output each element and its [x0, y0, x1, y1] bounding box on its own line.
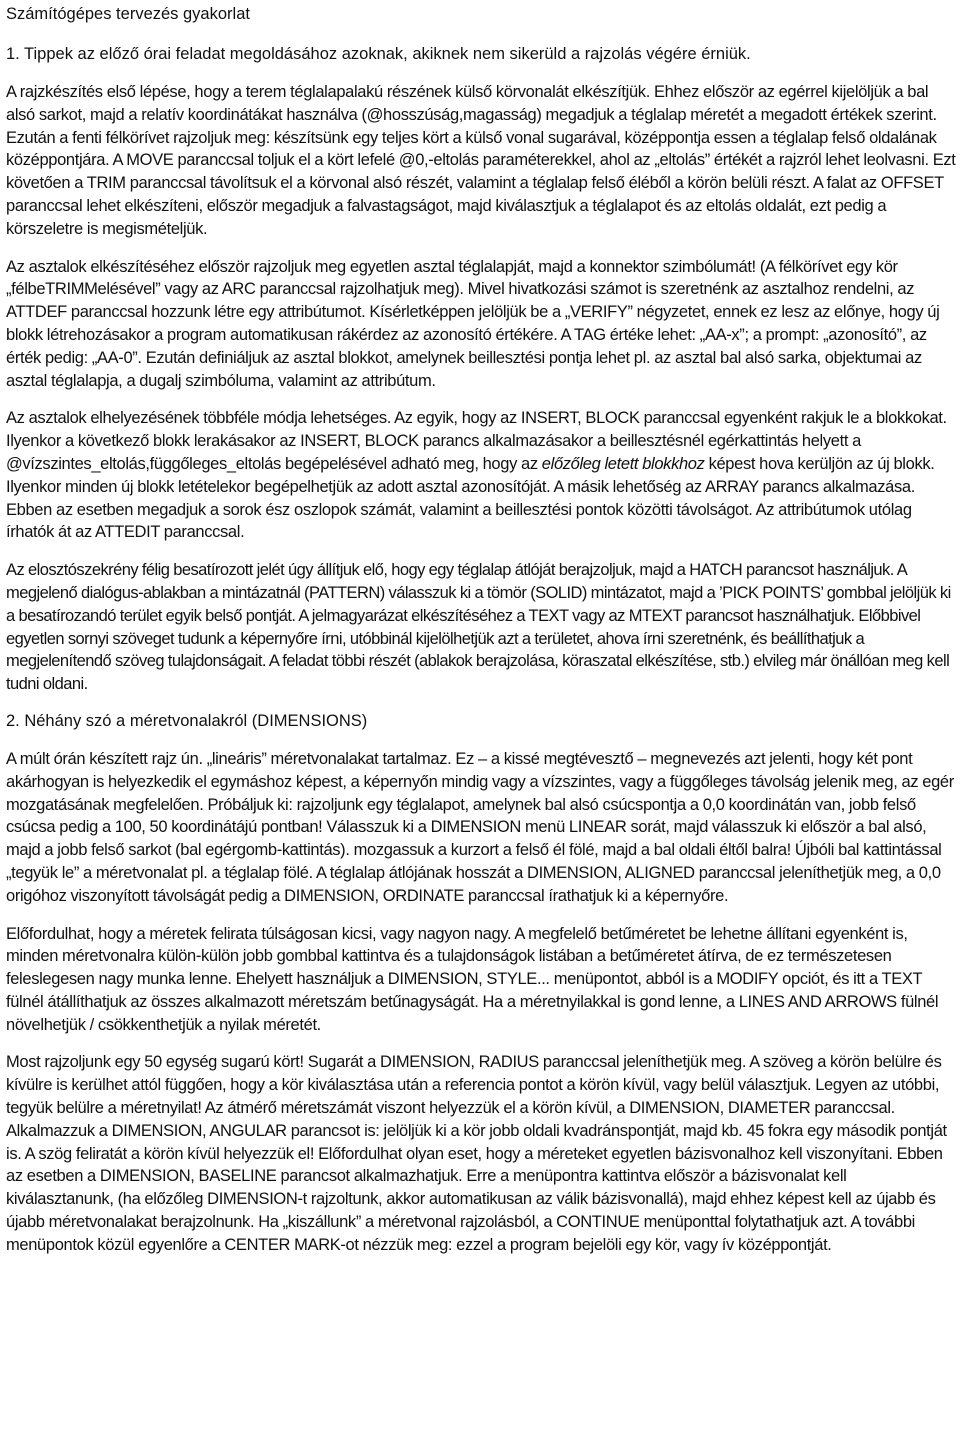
- section-1-paragraph-2: Az asztalok elkészítéséhez először rajzoljuk meg egyetlen asztal téglalapját, majd a konnektor szimbólumát! (A félkörívet egy kör „félbeTRIMMelésével” vagy az ARC paranccsal rajzolhatjuk meg). Mivel hivatkozási számot is szeretnénk az asztalhoz rendelni, az ATTDEF paranccsal hozzunk létre egy attribútumot. Kísérletképpen jelöljük be a „VERIFY” négyzetet, ennek ez lesz az előnye, hogy új blokk létrehozásakor a program automatikusan rákérdez az azonosító értékére. A TAG értéke lehet: „AA-x”; a prompt: „azonosító”, az érték pedig: „AA-0”. Ezután definiáljuk az asztal blokkot, amelynek beillesztési pontja lehet pl. az asztal bal alsó sarka, objektumai az asztal téglalapja, a dugalj szimbóluma, valamint az attribútum.: [6, 257, 940, 390]
- document-page: [6, 4, 956, 1272]
- italic-emphasis: előzőleg letett blokkhoz: [541, 454, 705, 473]
- section-2-paragraph-1: A múlt órán készített rajz ún. „lineáris” méretvonalakat tartalmaz. Ez – a kissé megtévesztő – megnevezés azt jelenti, hogy két pont akárhogyan is helyezkedik el egymáshoz képest, a képernyőn mindig vagy a vízszintes, vagy a függőleges távolság jelenik meg, az egér mozgatásának megfelelően. Próbáljuk ki: rajzoljunk egy téglalapot, amelynek bal alsó csúcspontja a 0,0 koordinátán van, jobb felső csúcsa pedig a 100, 50 koordinátájú pontban! Válasszuk ki a DIMENSION menü LINEAR sorát, majd válasszuk ki először a bal alsó, majd a jobb felső sarkot (bal egérgomb-kattintás). mozgassuk a kurzort a felső él fölé, majd a bal oldali éltől balra! Újbóli bal kattintással „tegyük le” a méretvonalat pl. a téglalap fölé. A téglalap átlójának hosszát a DIMENSION, ALIGNED paranccsal jeleníthetjük meg, a 0,0 origóhoz viszonyított távolságát pedig a DIMENSION, ORDINATE paranccsal írathatjuk ki a képernyőre.: [6, 749, 954, 905]
- document-title: Számítógépes tervezés gyakorlat: [6, 5, 250, 23]
- section-2-paragraph-3: Most rajzoljunk egy 50 egység sugarú kört! Sugarát a DIMENSION, RADIUS paranccsal jeleníthetjük meg. A szöveg a körön belülre és kívülre is kerülhet attól függően, hogy a kör kiválasztása után a referencia pontot a körön kívül, vagy belül választjuk. Legyen az utóbbi, tegyük belülre a méretnyilat! Az átmérő méretszámát viszont helyezzük el a körön kívül, a DIMENSION, DIAMETER paranccsal. Alkalmazzuk a DIMENSION, ANGULAR parancsot is: jelöljük ki a kör jobb oldali kvadránspontját, majd kb. 45 fokra egy második pontját is. A szög feliratát a körön kívül helyezzük el! Előfordulhat olyan eset, hogy a méreteket egyetlen bázisvonalhoz kell viszonyítani. Ebben az esetben a DIMENSION, BASELINE parancsot alkalmazhatjuk. Erre a menüpontra kattintva először a bázisvonalat kell kiválasztanunk, (ha előzőleg DIMENSION-t rajzoltunk, akkor automatikusan az válik bázisvonallá), majd ehhez képest kell az újabb és újabb méretvonalakat berajzolnunk. Ha „kiszállunk” a méretvonal rajzolásból, a CONTINUE menüponttal folytathatjuk azt. A további menüpontok közül egyenlőre a CENTER MARK-ot nézzük meg: ezzel a program bejelöli egy kör, vagy ív középpontját.: [6, 1053, 947, 1254]
- paragraph-text: Az asztalok elhelyezésének többféle módja lehetséges. Az egyik, hogy az INSERT, BLOCK paranccsal egyenként rakjuk le a blokkokat. Ilyenkor a következő blokk lerakásakor az INSERT, BLOCK parancs alkalmazásakor a beillesztésnél egérkattintás helyett a @vízszintes_eltolás,függőleges_eltolás begépelésével adható meg, hogy az: [6, 409, 947, 473]
- paragraph-text: képest hova kerüljön az új blokk. Ilyenkor minden új blokk letételekor begépelhetjük az adott asztal azonosítóját. A másik lehetőség az ARRAY parancs alkalmazása. Ebben az esetben megadjuk a sorok ész oszlopok számát, valamint a beillesztési pontok közötti távolságot. Az attribútumok utólag írhatók át az ATTEDIT paranccsal.: [6, 454, 935, 542]
- section-2-heading: 2. Néhány szó a méretvonalakról (DIMENSIONS): [6, 711, 368, 730]
- section-2-paragraph-2: Előfordulhat, hogy a méretek felirata túlságosan kicsi, vagy nagyon nagy. A megfelelő betűméretet be lehetne állítani egyenként is, minden méretvonalra külön-külön jobb gombbal kattintva és a tulajdonságok listában a betűméretet átírva, de ez természetesen feleslegesen nagy munka lenne. Ehelyett használjuk a DIMENSION, STYLE... menüpontot, abból is a MODIFY opciót, és itt a TEXT fülnél átállíthatjuk az összes alkalmazott méretszám betűnagyságát. Ha a méretnyilakkal is gond lenne, a LINES AND ARROWS fülnél növelhetjük / csökkenthetjük a nyilak méretét.: [6, 924, 939, 1034]
- section-1-heading: 1. Tippek az előző órai feladat megoldásához azoknak, akiknek nem sikerüld a rajzolás végére érniük.: [6, 45, 751, 63]
- section-1-paragraph-1: A rajzkészítés első lépése, hogy a terem téglalapalakú részének külső körvonalát elkészítjük. Ehhez először az egérrel kijelöljük a bal alsó sarkot, majd a relatív koordinátákat használva (@hosszúság,magasság) megadjuk a téglalap méretét a megadott értékek szerint. Ezután a fenti félkörívet rajzoljuk meg: készítsünk egy teljes kört a külső vonal sugarával, középpontja essen a téglalap felső oldalának középpontjára. A MOVE paranccsal toljuk el a kört lefelé @0,-eltolás paraméterekkel, ahol az „eltolás” értékét a rajzról lehet leolvasni. Ezt követően a TRIM paranccsal távolítsuk el a körvonal alsó részét, valamint a téglalap felső éléből a körön belüli részt. A falat az OFFSET paranccsal lehet elkészíteni, először megadjuk a falvastagságot, majd kiválasztjuk a téglalapot és az eltolás oldalát, ezt pedig a körszeletre is megismételjük.: [6, 83, 956, 238]
- section-1-paragraph-3: [6, 407, 956, 544]
- section-1-paragraph-4: Az elosztószekrény félig besatírozott jelét úgy állítjuk elő, hogy egy téglalap átlóját berajzoljuk, majd a HATCH parancsot használjuk. A megjelenő dialógus-ablakban a mintázatnál (PATTERN) válasszuk ki a tömör (SOLID) mintázatot, majd a ’PICK POINTS’ gombbal jelöljük ki a besatírozandó terület egyik belső pontját. A jelmagyarázat elkészítéséhez a TEXT vagy az MTEXT parancsot használhatjuk. Előbbivel egyetlen sornyi szöveget tudunk a képernyőre írni, utóbbinál kijelölhetjük azt a területet, ahova írni szeretnénk, és beállíthatjuk a megjelenítendő szöveg tulajdonságait. A feladat többi részét (ablakok berajzolása, köraszatal elkészítése, stb.) elvileg már önállóan meg kell tudni oldani.: [6, 561, 951, 694]
